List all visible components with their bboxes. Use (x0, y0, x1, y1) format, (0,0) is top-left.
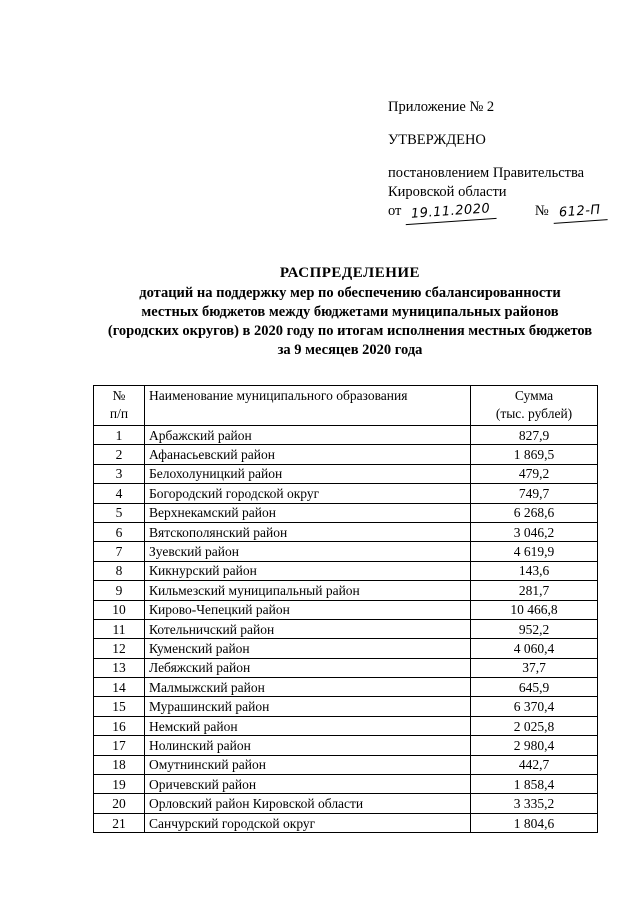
row-number: 1 (94, 426, 145, 445)
approved-label: УТВЕРЖДЕНО (388, 132, 486, 148)
title-line: местных бюджетов между бюджетами муниципальных районов (141, 304, 559, 320)
handwritten-number: 612-П (552, 200, 607, 224)
row-sum: 1 858,4 (471, 775, 598, 794)
row-name: Куменский район (145, 639, 471, 658)
row-sum: 6 370,4 (471, 697, 598, 716)
row-number: 18 (94, 755, 145, 774)
table-row (94, 736, 598, 755)
row-number: 10 (94, 600, 145, 619)
row-name: Лебяжский район (145, 658, 471, 677)
row-number: 7 (94, 542, 145, 561)
table-body (94, 426, 598, 833)
handwritten-date: 19.11.2020 (405, 199, 498, 225)
row-name: Оричевский район (145, 775, 471, 794)
row-sum: 952,2 (471, 619, 598, 638)
table-row (94, 600, 598, 619)
row-number: 13 (94, 658, 145, 677)
table-row (94, 639, 598, 658)
row-name: Кильмезский муниципальный район (145, 581, 471, 600)
number-prefix: № (534, 203, 549, 219)
row-number: 3 (94, 464, 145, 483)
row-sum: 1 869,5 (471, 445, 598, 464)
row-sum: 10 466,8 (471, 600, 598, 619)
header-name: Наименование муниципального образования (145, 386, 471, 426)
row-number: 6 (94, 522, 145, 541)
row-name: Орловский район Кировской области (145, 794, 471, 813)
row-number: 17 (94, 736, 145, 755)
title-line: за 9 месяцев 2020 года (277, 342, 423, 358)
row-name: Малмыжский район (145, 678, 471, 697)
approval-block (388, 98, 606, 222)
date-prefix: от (388, 203, 402, 219)
row-name: Вятскополянский район (145, 522, 471, 541)
row-sum: 645,9 (471, 678, 598, 697)
row-sum: 37,7 (471, 658, 598, 677)
row-number: 8 (94, 561, 145, 580)
table-row (94, 619, 598, 638)
row-sum: 2 980,4 (471, 736, 598, 755)
row-sum: 4 619,9 (471, 542, 598, 561)
decree-line-2: Кировской области (388, 184, 507, 200)
table-header-row (94, 386, 598, 426)
row-name: Кирово-Чепецкий район (145, 600, 471, 619)
table-row (94, 542, 598, 561)
appendix-label: Приложение № 2 (388, 99, 495, 115)
title-heading: РАСПРЕДЕЛЕНИЕ (279, 265, 421, 281)
table-row (94, 464, 598, 483)
table-row (94, 522, 598, 541)
row-name: Санчурский городской округ (145, 813, 471, 832)
row-number: 16 (94, 716, 145, 735)
row-number: 19 (94, 775, 145, 794)
row-sum: 827,9 (471, 426, 598, 445)
row-name: Белохолуницкий район (145, 464, 471, 483)
row-number: 5 (94, 503, 145, 522)
row-name: Афанасьевский район (145, 445, 471, 464)
table-row (94, 775, 598, 794)
row-number: 20 (94, 794, 145, 813)
row-name: Арбажский район (145, 426, 471, 445)
row-sum: 479,2 (471, 464, 598, 483)
table-row (94, 581, 598, 600)
title-line: дотаций на поддержку мер по обеспечению сбалансированности (139, 285, 561, 301)
table-row (94, 561, 598, 580)
row-name: Кикнурский район (145, 561, 471, 580)
table-row (94, 503, 598, 522)
row-name: Верхнекамский район (145, 503, 471, 522)
row-number: 12 (94, 639, 145, 658)
row-name: Мурашинский район (145, 697, 471, 716)
row-number: 2 (94, 445, 145, 464)
table-row (94, 426, 598, 445)
row-sum: 2 025,8 (471, 716, 598, 735)
row-number: 21 (94, 813, 145, 832)
row-sum: 442,7 (471, 755, 598, 774)
row-sum: 3 335,2 (471, 794, 598, 813)
table-row (94, 716, 598, 735)
title-line: (городских округов) в 2020 году по итогам исполнения местных бюджетов (107, 323, 593, 339)
row-sum: 3 046,2 (471, 522, 598, 541)
table-row (94, 813, 598, 832)
row-number: 14 (94, 678, 145, 697)
row-number: 9 (94, 581, 145, 600)
row-name: Котельничский район (145, 619, 471, 638)
header-number: № п/п (94, 386, 145, 426)
row-sum: 749,7 (471, 484, 598, 503)
table-row (94, 445, 598, 464)
row-name: Омутнинский район (145, 755, 471, 774)
document-title (80, 264, 620, 360)
row-sum: 1 804,6 (471, 813, 598, 832)
row-sum: 143,6 (471, 561, 598, 580)
row-name: Зуевский район (145, 542, 471, 561)
row-sum: 281,7 (471, 581, 598, 600)
distribution-table (93, 385, 598, 833)
row-number: 15 (94, 697, 145, 716)
row-sum: 4 060,4 (471, 639, 598, 658)
row-sum: 6 268,6 (471, 503, 598, 522)
table-row (94, 755, 598, 774)
date-number-line (388, 202, 606, 222)
table-row (94, 658, 598, 677)
row-name: Богородский городской округ (145, 484, 471, 503)
row-number: 4 (94, 484, 145, 503)
table-row (94, 678, 598, 697)
table-row (94, 484, 598, 503)
row-name: Немский район (145, 716, 471, 735)
row-number: 11 (94, 619, 145, 638)
header-sum: Сумма (тыс. рублей) (471, 386, 598, 426)
table-row (94, 697, 598, 716)
row-name: Нолинский район (145, 736, 471, 755)
decree-line-1: постановлением Правительства (388, 165, 585, 181)
table-row (94, 794, 598, 813)
